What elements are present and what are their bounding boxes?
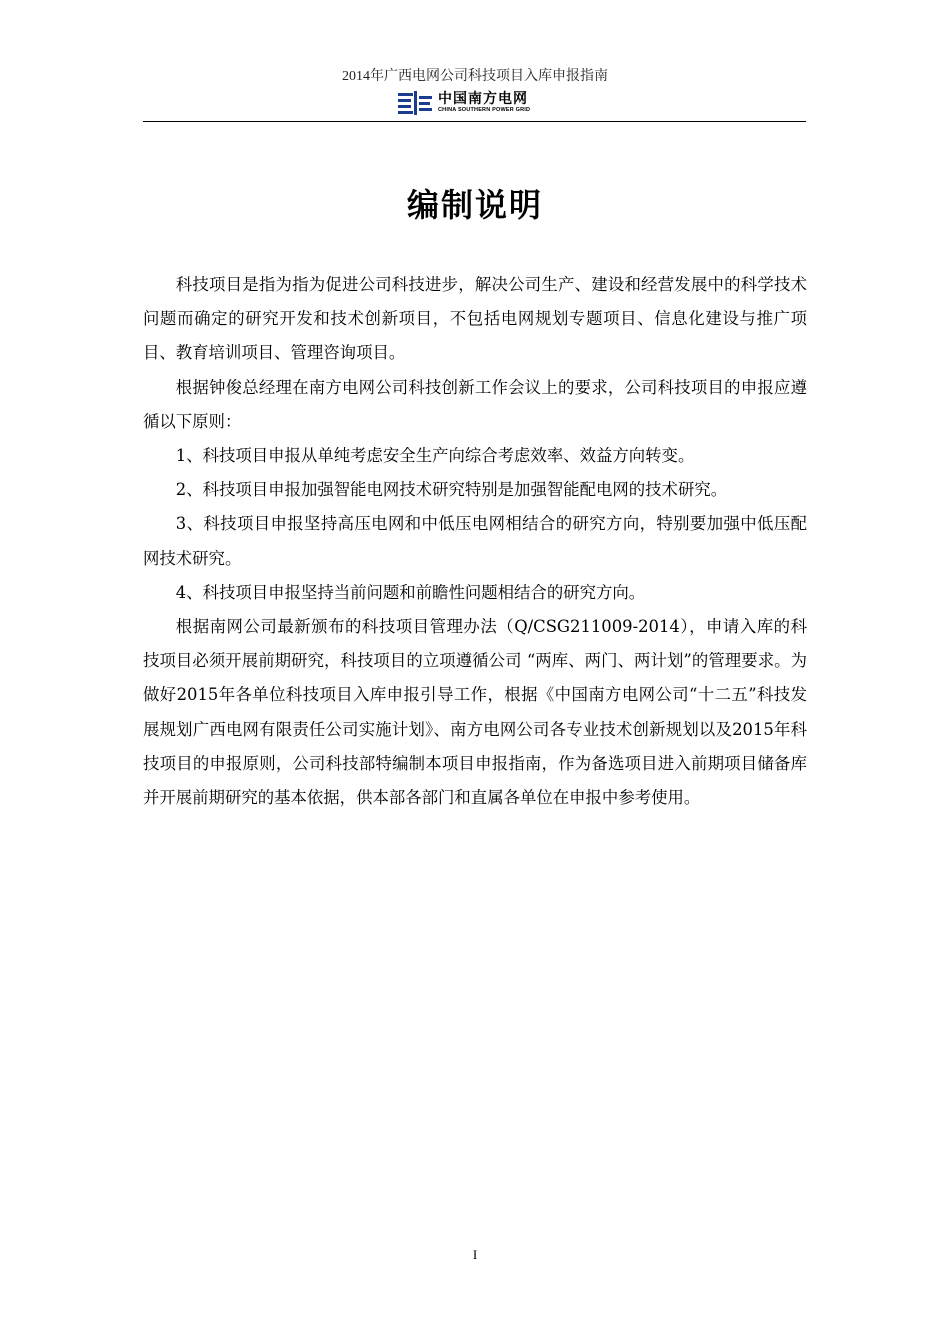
document-title: 编制说明 bbox=[406, 186, 543, 224]
company-logo bbox=[398, 90, 530, 116]
header-divider bbox=[143, 121, 806, 122]
page-number: I bbox=[472, 1247, 478, 1262]
body-paragraph: 2、科技项目申报加强智能电网技术研究特别是加强智能配电网的技术研究。 bbox=[175, 480, 728, 500]
body-paragraph: 3、科技项目申报坚持高压电网和中低压电网相结合的研究方向，特别要加强中低压配网技术研究。 bbox=[143, 514, 807, 568]
document-body bbox=[143, 268, 807, 815]
body-paragraph: 根据钟俊总经理在南方电网公司科技创新工作会议上的要求，公司科技项目的申报应遵循以下原则： bbox=[143, 377, 807, 431]
body-paragraph: 科技项目是指为指为促进公司科技进步，解决公司生产、建设和经营发展中的科学技术问题而确定的研究开发和技术创新项目，不包括电网规划专题项目、信息化建设与推广项目、教育培训项目、管理咨询项目。 bbox=[143, 275, 807, 363]
logo-name-en: CHINA SOUTHERN POWER GRID bbox=[438, 107, 531, 113]
body-paragraph: 根据南网公司最新颁布的科技项目管理办法（Q/CSG211009-2014），申请入库的科技项目必须开展前期研究，科技项目的立项遵循公司 “两库、两门、两计划”的管理要求。为做好2015年各单位科技项目入库申报引导工作，根据《中国南方电网公司“十二五”科技发展规划广西电网有限责任公司实施计划》、南方电网公司各专业技术创新规划以及2015年科技项目的申报原则，公司科技部特编制本项目申报指南，作为备选项目进入前期项目储备库并开展前期研究的基本依据，供本部各部门和直属各单位在申报中参考使用。 bbox=[143, 617, 807, 808]
logo-name-cn: 中国南方电网 bbox=[438, 91, 528, 107]
csg-logo-icon bbox=[398, 91, 432, 115]
body-paragraph: 1、科技项目申报从单纯考虑安全生产向综合考虑效率、效益方向转变。 bbox=[175, 446, 695, 466]
running-header-title: 2014年广西电网公司科技项目入库申报指南 bbox=[342, 69, 608, 84]
logo-text bbox=[438, 92, 530, 114]
body-paragraph: 4、科技项目申报坚持当前问题和前瞻性问题相结合的研究方向。 bbox=[175, 582, 646, 602]
